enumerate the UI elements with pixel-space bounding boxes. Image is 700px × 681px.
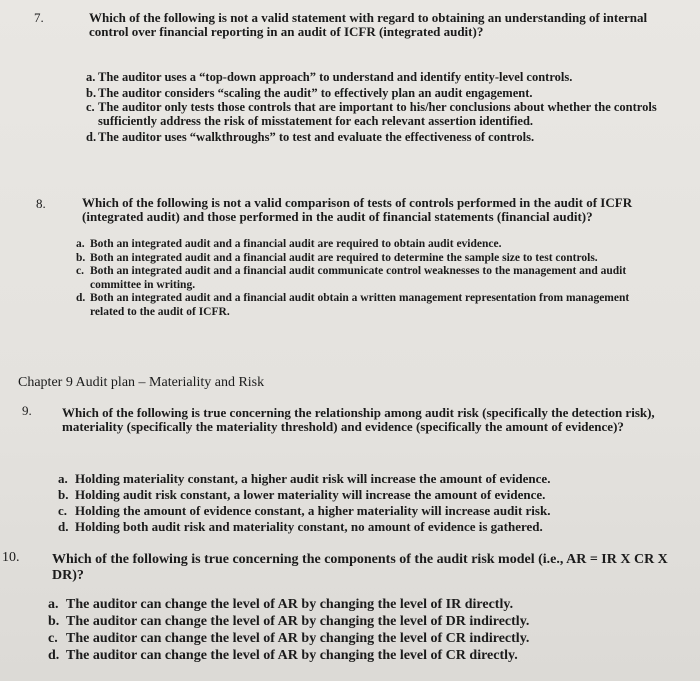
question-7-option-a (86, 70, 666, 84)
option-text: The auditor can change the level of AR by changing the level of DR indirectly. (66, 614, 530, 629)
option-letter: a. (76, 238, 85, 250)
question-8-options (76, 238, 666, 319)
question-8-option-c (76, 265, 666, 292)
option-letter: d. (58, 519, 69, 534)
question-10-option-d (48, 647, 678, 664)
option-letter: d. (86, 130, 97, 144)
option-text: Both an integrated audit and a financial audit communicate control weaknesses to the management and audit committee in writing. (90, 265, 627, 291)
option-letter: c. (48, 631, 58, 646)
option-text: Holding materiality constant, a higher audit risk will increase the amount of evidence. (75, 471, 551, 486)
option-letter: b. (58, 487, 69, 502)
option-letter: a. (86, 70, 96, 84)
question-7-option-b (86, 86, 666, 100)
question-7-option-d (86, 130, 666, 144)
question-10-option-c (48, 630, 678, 647)
question-9-option-c (58, 503, 678, 519)
option-text: The auditor only tests those controls that are important to his/her conclusions about whether the controls sufficiently address the risk of misstatement for each relevant assertion identified. (98, 100, 657, 128)
option-text: The auditor can change the level of AR by changing the level of CR indirectly. (66, 631, 530, 646)
option-letter: b. (48, 614, 60, 629)
question-9-option-a (58, 471, 678, 487)
question-10-text: Which of the following is true concerning the components of the audit risk model (i.e., AR = IR X CR X DR)? (52, 552, 668, 583)
option-letter: c. (58, 503, 68, 518)
option-text: The auditor uses a “top-down approach” to understand and identify entity-level controls. (98, 70, 573, 84)
option-text: Both an integrated audit and a financial audit are required to determine the sample size to test controls. (90, 251, 598, 264)
question-7-text: Which of the following is not a valid statement with regard to obtaining an understanding of internal control over financial reporting in an audit of ICFR (integrated audit)? (89, 10, 648, 39)
option-text: Holding the amount of evidence constant, a higher materiality will increase audit risk. (75, 503, 551, 518)
option-letter: c. (86, 100, 95, 114)
question-10-option-a (48, 596, 678, 613)
option-text: The auditor considers “scaling the audit” to effectively plan an audit engagement. (98, 86, 533, 100)
question-7-options (86, 70, 666, 144)
question-9-option-b (58, 487, 678, 503)
question-10-option-b (48, 613, 678, 630)
option-text: Both an integrated audit and a financial audit are required to obtain audit evidence. (90, 238, 502, 250)
question-10-number: 10. (2, 550, 20, 565)
option-letter: c. (76, 265, 84, 277)
option-text: Both an integrated audit and a financial audit obtain a written management representation from management related to the audit of ICFR. (90, 292, 630, 318)
question-10-options (48, 596, 678, 664)
question-7-number: 7. (34, 10, 44, 25)
option-letter: b. (86, 86, 97, 100)
question-9-number: 9. (22, 403, 32, 418)
option-text: The auditor can change the level of AR by changing the level of IR directly. (66, 597, 514, 612)
option-letter: d. (48, 648, 60, 663)
question-9-options (58, 471, 678, 535)
option-text: Holding audit risk constant, a lower materiality will increase the amount of evidence. (75, 487, 546, 502)
option-text: The auditor can change the level of AR by changing the level of CR directly. (66, 648, 518, 663)
option-letter: b. (76, 251, 86, 264)
question-8-option-a (76, 238, 666, 252)
option-letter: a. (48, 597, 59, 612)
question-9-text: Which of the following is true concerning the relationship among audit risk (specifically the detection risk), materiality (specifically the materiality threshold) and evidence (specifically the amount of evidence)? (62, 405, 655, 434)
question-8-option-d (76, 292, 666, 319)
question-9-option-d (58, 519, 678, 535)
question-7-option-c (86, 100, 666, 128)
question-8-option-b (76, 252, 666, 266)
option-text: The auditor uses “walkthroughs” to test and evaluate the effectiveness of controls. (98, 130, 535, 144)
question-8-number: 8. (36, 196, 46, 211)
option-letter: d. (76, 292, 86, 304)
chapter-heading: Chapter 9 Audit plan – Materiality and Risk (18, 375, 265, 390)
option-text: Holding both audit risk and materiality constant, no amount of evidence is gathered. (75, 519, 543, 534)
question-8-text: Which of the following is not a valid comparison of tests of controls performed in the audit of ICFR (integrated audit) and those performed in the audit of financial statements (financial audit)? (82, 195, 633, 224)
option-letter: a. (58, 471, 68, 486)
